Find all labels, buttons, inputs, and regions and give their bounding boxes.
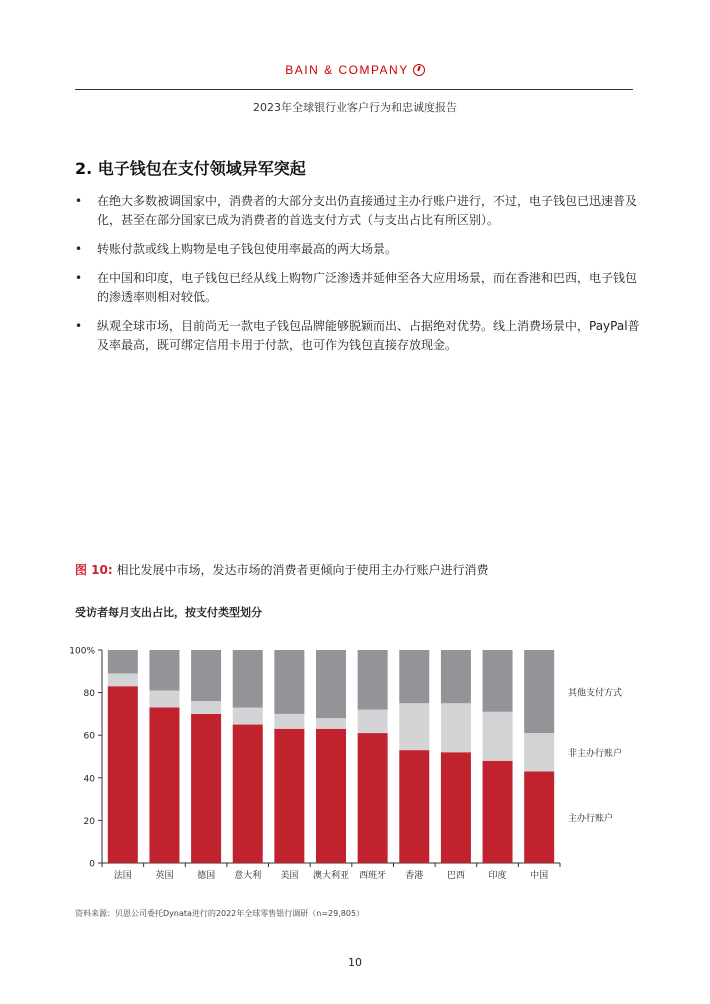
- brand-logo: [0, 63, 710, 77]
- brand-name: BAIN & COMPANY: [285, 63, 409, 77]
- bullet-item: • 在中国和印度，电子钱包已经从线上购物广泛渗透并延伸至各大应用场景，而在香港和巴西，电子钱包的渗透率则相对较低。: [75, 269, 640, 307]
- page-number: 10: [348, 956, 362, 969]
- bar-segment: [274, 714, 304, 729]
- y-tick-label: 60: [83, 731, 95, 742]
- bain-logo-icon: [413, 64, 425, 76]
- header-divider: [75, 89, 633, 90]
- legend-label: 非主办行账户: [568, 749, 623, 760]
- figure-number: 图 10:: [75, 563, 113, 577]
- bar-segment: [524, 733, 554, 771]
- bar-segment: [233, 650, 263, 708]
- x-tick-label: 印度: [488, 871, 507, 881]
- x-tick-label: 香港: [405, 871, 424, 881]
- x-tick-label: 德国: [197, 871, 216, 881]
- bullet-item: • 纵观全球市场，目前尚无一款电子钱包品牌能够脱颖而出、占据绝对优势。线上消费场景中，PayPal普及率最高，既可绑定信用卡用于付款，也可作为钱包直接存放现金。: [75, 317, 640, 355]
- bar-segment: [524, 650, 554, 733]
- bar-segment: [358, 710, 388, 733]
- bar-segment: [316, 650, 346, 718]
- y-tick-label: 0: [89, 859, 95, 870]
- x-tick-label: 意大利: [234, 871, 262, 881]
- bar-segment: [316, 718, 346, 729]
- bar-segment: [399, 703, 429, 750]
- bullet-list: [75, 192, 640, 365]
- bar-segment: [233, 708, 263, 725]
- section-title: 2. 电子钱包在支付领域异军突起: [75, 159, 306, 178]
- bar-segment: [399, 750, 429, 863]
- bar-segment: [441, 650, 471, 703]
- bar-segment: [441, 703, 471, 752]
- legend-label: 其他支付方式: [568, 688, 623, 699]
- bar-segment: [108, 686, 138, 863]
- chart-subtitle: 受访者每月支出占比，按支付类型划分: [75, 606, 262, 619]
- source-note: 资料来源：贝恩公司委托Dynata进行的2022年全球零售银行调研（n=29,805）: [75, 909, 365, 918]
- y-tick-label: 40: [83, 774, 95, 785]
- bar-segment: [483, 712, 513, 761]
- bar-segment: [149, 650, 179, 690]
- figure-caption: [75, 561, 489, 578]
- bar-segment: [191, 714, 221, 863]
- bar-segment: [233, 725, 263, 863]
- bar-segment: [441, 752, 471, 863]
- bar-segment: [399, 650, 429, 703]
- bar-segment: [316, 729, 346, 863]
- bar-segment: [358, 733, 388, 863]
- bar-segment: [149, 690, 179, 707]
- x-tick-label: 澳大利亚: [312, 871, 350, 881]
- x-tick-label: 中国: [530, 871, 549, 881]
- figure-caption-text: 相比发展中市场，发达市场的消费者更倾向于使用主办行账户进行消费: [116, 563, 489, 577]
- bar-segment: [149, 708, 179, 863]
- bullet-item: • 转账付款或线上购物是电子钱包使用率最高的两大场景。: [75, 240, 640, 259]
- legend-label: 主办行账户: [568, 814, 614, 825]
- bar-segment: [108, 650, 138, 673]
- x-tick-label: 巴西: [446, 871, 465, 881]
- bar-segment: [524, 771, 554, 863]
- report-title: 2023年全球银行业客户行为和忠诚度报告: [253, 101, 457, 114]
- bar-segment: [483, 650, 513, 712]
- bar-segment: [191, 701, 221, 714]
- x-tick-label: 西班牙: [359, 871, 387, 881]
- x-tick-label: 法国: [113, 871, 132, 881]
- y-tick-label: 20: [83, 816, 95, 827]
- bar-segment: [191, 650, 221, 701]
- x-tick-label: 美国: [280, 871, 299, 881]
- y-tick-label: 80: [83, 689, 95, 700]
- bar-segment: [483, 761, 513, 863]
- bar-segment: [358, 650, 388, 710]
- bullet-item: • 在绝大多数被调国家中，消费者的大部分支出仍直接通过主办行账户进行，不过，电子钱包已迅速普及化，甚至在部分国家已成为消费者的首选支付方式（与支出占比有所区别）。: [75, 192, 640, 230]
- stacked-bar-chart: [60, 630, 650, 895]
- x-tick-label: 英国: [155, 871, 174, 881]
- bar-segment: [108, 673, 138, 686]
- bar-segment: [274, 650, 304, 714]
- y-tick-label: 100%: [69, 646, 95, 657]
- bar-segment: [274, 729, 304, 863]
